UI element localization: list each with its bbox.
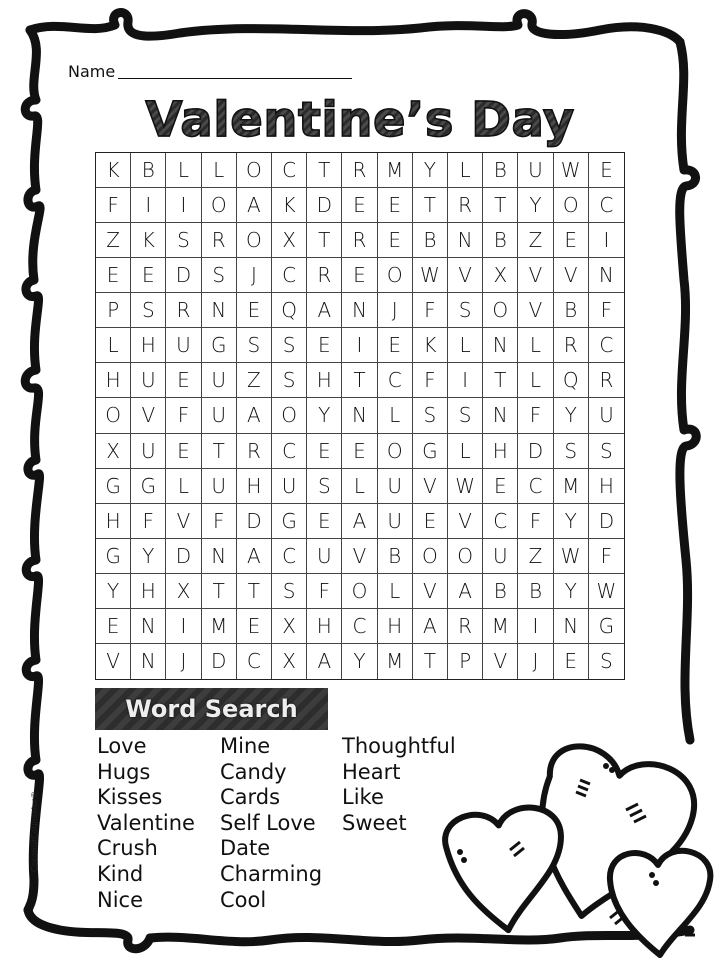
copyright-credit: CoconutCounselor© xyxy=(30,790,39,872)
grid-cell[interactable]: E xyxy=(307,434,342,469)
grid-cell[interactable]: Q xyxy=(272,293,307,328)
grid-cell[interactable]: W xyxy=(589,574,624,609)
grid-cell[interactable]: Y xyxy=(554,574,589,609)
grid-cell[interactable]: J xyxy=(378,293,413,328)
grid-cell[interactable]: R xyxy=(307,258,342,293)
grid-cell[interactable]: F xyxy=(202,504,237,539)
grid-cell[interactable]: B xyxy=(483,223,518,258)
grid-cell[interactable]: Q xyxy=(554,363,589,398)
grid-cell[interactable]: C xyxy=(272,258,307,293)
grid-cell[interactable]: D xyxy=(166,539,201,574)
word-list-column-1 xyxy=(97,734,195,913)
grid-cell[interactable]: U xyxy=(378,504,413,539)
grid-cell[interactable]: R xyxy=(166,293,201,328)
grid-cell[interactable]: B xyxy=(378,539,413,574)
grid-cell[interactable]: O xyxy=(448,539,483,574)
grid-cell[interactable]: F xyxy=(413,293,448,328)
grid-cell[interactable]: G xyxy=(96,469,131,504)
grid-cell[interactable]: U xyxy=(589,398,624,433)
word-list-item: Date xyxy=(220,836,271,861)
grid-cell[interactable]: F xyxy=(518,504,553,539)
grid-cell[interactable]: H xyxy=(378,609,413,644)
grid-cell[interactable]: X xyxy=(272,223,307,258)
word-list-item: Like xyxy=(342,785,384,810)
grid-cell[interactable]: S xyxy=(600,649,613,674)
grid-cell[interactable]: F xyxy=(518,398,553,433)
grid-cell[interactable]: X xyxy=(272,609,307,644)
grid-cell[interactable]: M xyxy=(378,644,413,679)
grid-cell[interactable]: D xyxy=(518,434,553,469)
grid-cell[interactable]: I xyxy=(518,609,553,644)
grid-cell[interactable]: F xyxy=(96,188,131,223)
grid-cell[interactable]: U xyxy=(272,469,307,504)
grid-cell[interactable]: N xyxy=(202,539,237,574)
grid-cell[interactable]: E xyxy=(131,258,166,293)
word-list-item: Crush xyxy=(97,836,158,861)
grid-cell[interactable]: N xyxy=(131,609,166,644)
grid-cell[interactable]: W xyxy=(413,258,448,293)
grid-cell[interactable]: Y xyxy=(96,574,131,609)
grid-cell[interactable]: Y xyxy=(518,188,553,223)
grid-cell[interactable]: M xyxy=(202,609,237,644)
word-list-item: Thoughtful xyxy=(342,734,456,758)
word-list-item: Mine xyxy=(220,734,271,758)
word-list-item: Candy xyxy=(220,759,287,784)
grid-cell[interactable]: A xyxy=(307,644,342,679)
grid-cell[interactable]: K xyxy=(413,328,448,363)
word-list-item: Nice xyxy=(97,887,144,912)
grid-cell[interactable]: A xyxy=(237,188,272,223)
grid-cell[interactable]: P xyxy=(448,644,483,679)
grid-cell[interactable]: O xyxy=(413,539,448,574)
grid-cell[interactable]: D xyxy=(166,258,201,293)
hearts-illustration xyxy=(430,740,720,960)
grid-cell[interactable]: L xyxy=(166,469,201,504)
grid-cell[interactable]: R xyxy=(237,434,272,469)
grid-cell[interactable]: H xyxy=(131,328,166,363)
grid-cell[interactable]: D xyxy=(202,644,237,679)
grid-cell[interactable]: F xyxy=(589,539,624,574)
grid-cell[interactable]: N xyxy=(589,258,624,293)
grid-cell[interactable]: O xyxy=(342,574,377,609)
grid-cell[interactable]: M xyxy=(554,469,589,504)
grid-cell[interactable]: L xyxy=(202,153,237,188)
grid-cell[interactable]: I xyxy=(166,609,201,644)
word-list-column-2 xyxy=(220,734,322,913)
grid-cell[interactable]: C xyxy=(342,609,377,644)
grid-cell[interactable]: S xyxy=(307,469,342,504)
page-title xyxy=(0,92,720,148)
grid-cell[interactable]: U xyxy=(202,398,237,433)
grid-cell[interactable]: H xyxy=(96,363,131,398)
grid-cell[interactable]: V xyxy=(342,539,377,574)
grid-cell[interactable]: L xyxy=(166,153,201,188)
grid-cell[interactable]: T xyxy=(342,363,377,398)
grid-cell[interactable]: C xyxy=(518,469,553,504)
grid-cell[interactable]: J xyxy=(518,644,553,679)
word-search-banner xyxy=(95,688,328,730)
grid-cell[interactable]: Y xyxy=(342,644,377,679)
grid-cell[interactable]: R xyxy=(448,188,483,223)
grid-cell[interactable]: V xyxy=(448,258,483,293)
grid-cell[interactable]: S xyxy=(554,434,589,469)
grid-cell[interactable]: S xyxy=(202,258,237,293)
grid-cell[interactable]: A xyxy=(307,293,342,328)
title-text: Valentine’s Day xyxy=(145,92,575,148)
grid-cell[interactable]: L xyxy=(448,328,483,363)
grid-cell[interactable]: Z xyxy=(237,363,272,398)
grid-cell[interactable]: B xyxy=(413,223,448,258)
grid-cell[interactable]: E xyxy=(166,363,201,398)
grid-cell[interactable]: I xyxy=(448,363,483,398)
word-list-item: Charming xyxy=(220,861,323,886)
grid-cell[interactable]: E xyxy=(237,609,272,644)
grid-cell[interactable]: L xyxy=(378,398,413,433)
grid-cell[interactable]: H xyxy=(131,574,166,609)
grid-cell[interactable]: G xyxy=(131,469,166,504)
grid-cell[interactable]: V xyxy=(413,469,448,504)
grid-cell[interactable]: A xyxy=(237,398,272,433)
grid-cell[interactable]: B xyxy=(131,153,166,188)
grid-cell[interactable]: F xyxy=(413,363,448,398)
grid-cell[interactable]: C xyxy=(237,644,272,679)
grid-cell[interactable]: L xyxy=(518,363,553,398)
grid-cell[interactable]: V xyxy=(413,574,448,609)
grid-cell[interactable]: S xyxy=(237,328,272,363)
grid-cell[interactable]: Z xyxy=(518,539,553,574)
grid-cell[interactable]: T xyxy=(413,188,448,223)
grid-cell[interactable]: X xyxy=(483,258,518,293)
grid-cell[interactable]: M xyxy=(378,153,413,188)
grid-cell[interactable]: S xyxy=(272,328,307,363)
grid-cell[interactable]: H xyxy=(307,609,342,644)
grid-cell[interactable]: E xyxy=(307,504,342,539)
grid-cell[interactable]: F xyxy=(589,293,624,328)
grid-cell[interactable]: H xyxy=(307,363,342,398)
grid-cell[interactable]: X xyxy=(96,434,131,469)
grid-cell[interactable]: J xyxy=(166,644,201,679)
grid-cell[interactable]: E xyxy=(554,644,589,679)
grid-cell[interactable]: S xyxy=(272,574,307,609)
grid-cell[interactable]: O xyxy=(272,398,307,433)
grid-cell[interactable]: L xyxy=(448,153,483,188)
grid-cell[interactable]: B xyxy=(483,574,518,609)
grid-cell[interactable]: R xyxy=(554,328,589,363)
grid-cell[interactable]: W xyxy=(554,539,589,574)
grid-cell[interactable]: I xyxy=(131,188,166,223)
grid-cell[interactable]: T xyxy=(202,434,237,469)
grid-cell[interactable]: R xyxy=(202,223,237,258)
grid-cell[interactable]: X xyxy=(272,644,307,679)
grid-cell[interactable]: D xyxy=(237,504,272,539)
grid-cell[interactable]: F xyxy=(166,398,201,433)
grid-cell[interactable]: V xyxy=(518,293,553,328)
grid-cell[interactable]: Y xyxy=(131,539,166,574)
grid-cell[interactable]: E xyxy=(96,609,131,644)
grid-cell[interactable]: B xyxy=(483,153,518,188)
grid-cell[interactable]: L xyxy=(448,434,483,469)
grid-cell[interactable]: T xyxy=(413,644,448,679)
grid-cell[interactable]: O xyxy=(237,153,272,188)
grid-cell[interactable]: S xyxy=(448,293,483,328)
grid-cell[interactable]: U xyxy=(131,363,166,398)
word-list-item: Valentine xyxy=(97,810,195,835)
grid-cell[interactable]: A xyxy=(237,539,272,574)
grid-cell[interactable]: F xyxy=(307,574,342,609)
grid-cell[interactable]: J xyxy=(237,258,272,293)
grid-cell[interactable]: V xyxy=(131,398,166,433)
grid-cell[interactable]: I xyxy=(589,223,624,258)
grid-cell[interactable]: S xyxy=(166,223,201,258)
grid-cell[interactable]: U xyxy=(131,434,166,469)
grid-cell[interactable]: O xyxy=(237,223,272,258)
grid-cell[interactable]: T xyxy=(307,223,342,258)
word-list-item: Heart xyxy=(342,759,401,784)
grid-cell[interactable]: C xyxy=(272,434,307,469)
grid-cell[interactable]: E xyxy=(342,434,377,469)
grid-cell[interactable]: N xyxy=(131,644,166,679)
grid-cell[interactable]: U xyxy=(307,539,342,574)
grid-cell[interactable]: H xyxy=(237,469,272,504)
grid-cell[interactable]: B xyxy=(518,574,553,609)
grid-cell[interactable]: K xyxy=(272,188,307,223)
banner-label: Word Search xyxy=(125,695,298,723)
grid-cell[interactable]: S xyxy=(448,398,483,433)
grid-cell[interactable]: E xyxy=(166,434,201,469)
grid-cell[interactable]: N xyxy=(202,293,237,328)
grid-cell[interactable]: T xyxy=(483,363,518,398)
grid-cell[interactable]: E xyxy=(554,223,589,258)
grid-cell[interactable]: W xyxy=(448,469,483,504)
grid-cell[interactable]: Y xyxy=(307,398,342,433)
grid-cell[interactable]: R xyxy=(342,153,377,188)
grid-cell[interactable]: D xyxy=(589,504,624,539)
grid-cell[interactable]: I xyxy=(166,188,201,223)
grid-cell[interactable]: U xyxy=(202,363,237,398)
grid-cell[interactable]: G xyxy=(413,434,448,469)
grid-cell[interactable]: G xyxy=(96,539,131,574)
grid-cell[interactable]: G xyxy=(202,328,237,363)
grid-cell[interactable]: O xyxy=(378,434,413,469)
grid-cell[interactable]: E xyxy=(378,223,413,258)
grid-cell[interactable]: U xyxy=(378,469,413,504)
grid-cell[interactable]: P xyxy=(96,293,131,328)
word-list-item: Love xyxy=(97,734,147,758)
grid-cell[interactable]: Z xyxy=(518,223,553,258)
grid-cell[interactable]: C xyxy=(272,539,307,574)
grid-cell[interactable]: U xyxy=(483,539,518,574)
grid-cell[interactable]: V xyxy=(448,504,483,539)
grid-cell[interactable]: R xyxy=(589,363,624,398)
grid-cell[interactable]: O xyxy=(202,188,237,223)
grid-cell[interactable]: U xyxy=(518,153,553,188)
grid-cell[interactable]: E xyxy=(413,504,448,539)
grid-cell[interactable]: H xyxy=(483,434,518,469)
grid-cell[interactable]: A xyxy=(342,504,377,539)
grid-cell[interactable]: U xyxy=(166,328,201,363)
grid-cell[interactable]: L xyxy=(518,328,553,363)
grid-cell[interactable]: E xyxy=(483,469,518,504)
word-list-item: Sweet xyxy=(342,810,407,835)
grid-cell[interactable]: T xyxy=(237,574,272,609)
word-list-item: Cool xyxy=(220,887,267,912)
grid-cell[interactable]: I xyxy=(342,328,377,363)
name-field-line[interactable] xyxy=(118,78,352,79)
grid-cell[interactable]: E xyxy=(378,328,413,363)
word-list-item: Self Love xyxy=(220,810,316,835)
grid-cell[interactable]: O xyxy=(554,188,589,223)
grid-cell[interactable]: S xyxy=(413,398,448,433)
grid-cell[interactable]: R xyxy=(448,609,483,644)
grid-cell[interactable]: Y xyxy=(554,398,589,433)
grid-cell[interactable]: A xyxy=(413,609,448,644)
grid-cell[interactable]: N xyxy=(342,398,377,433)
grid-cell[interactable]: O xyxy=(378,258,413,293)
grid-cell[interactable]: H xyxy=(589,469,624,504)
grid-cell[interactable]: T xyxy=(483,188,518,223)
grid-cell[interactable]: E xyxy=(237,293,272,328)
grid-cell[interactable]: R xyxy=(342,223,377,258)
grid-cell[interactable]: C xyxy=(483,504,518,539)
grid-cell[interactable]: G xyxy=(589,609,624,644)
grid-cell[interactable]: A xyxy=(448,574,483,609)
grid-cell[interactable]: V xyxy=(96,644,131,679)
grid-cell[interactable]: G xyxy=(272,504,307,539)
grid-cell[interactable]: C xyxy=(378,363,413,398)
grid-cell[interactable]: Z xyxy=(96,223,131,258)
word-list-item: Kisses xyxy=(97,785,163,810)
grid-cell[interactable]: L xyxy=(96,328,131,363)
grid-cell[interactable]: N xyxy=(483,328,518,363)
grid-cell[interactable]: B xyxy=(554,293,589,328)
grid-cell[interactable]: Y xyxy=(554,504,589,539)
grid-cell[interactable]: T xyxy=(307,153,342,188)
grid-cell[interactable]: O xyxy=(96,398,131,433)
grid-cell[interactable]: D xyxy=(307,188,342,223)
grid-cell[interactable]: S xyxy=(272,363,307,398)
grid-cell[interactable]: O xyxy=(483,293,518,328)
grid-cell[interactable]: E xyxy=(378,188,413,223)
grid-cell[interactable]: E xyxy=(307,328,342,363)
grid-cell[interactable]: V xyxy=(518,258,553,293)
word-list-item: Hugs xyxy=(97,759,151,784)
grid-cell[interactable]: K xyxy=(96,153,131,188)
grid-cell[interactable]: K xyxy=(131,223,166,258)
grid-cell[interactable]: X xyxy=(166,574,201,609)
grid-cell[interactable]: L xyxy=(342,469,377,504)
grid-cell[interactable]: H xyxy=(96,504,131,539)
grid-cell[interactable]: V xyxy=(554,258,589,293)
grid-cell[interactable]: E xyxy=(342,188,377,223)
grid-cell[interactable]: E xyxy=(589,153,624,188)
grid-cell[interactable]: N xyxy=(554,609,589,644)
grid-cell[interactable]: N xyxy=(448,223,483,258)
grid-cell[interactable]: V xyxy=(166,504,201,539)
grid-cell[interactable]: W xyxy=(554,153,589,188)
grid-cell[interactable]: C xyxy=(589,328,624,363)
grid-cell[interactable]: F xyxy=(131,504,166,539)
grid-cell[interactable]: E xyxy=(342,258,377,293)
name-label: Name xyxy=(68,62,116,81)
grid-cell[interactable]: E xyxy=(96,258,131,293)
grid-cell[interactable]: U xyxy=(202,469,237,504)
word-search-grid xyxy=(95,152,625,680)
grid-cell[interactable]: V xyxy=(483,644,518,679)
grid-cell[interactable]: T xyxy=(202,574,237,609)
grid-cell[interactable]: C xyxy=(272,153,307,188)
grid-cell[interactable]: S xyxy=(589,434,624,469)
grid-cell[interactable]: M xyxy=(483,609,518,644)
grid-cell[interactable]: C xyxy=(589,188,624,223)
grid-cell[interactable]: N xyxy=(342,293,377,328)
grid-cell[interactable]: Y xyxy=(413,153,448,188)
grid-cell[interactable]: L xyxy=(378,574,413,609)
word-list-item: Kind xyxy=(97,861,144,886)
word-list-item: Cards xyxy=(220,785,281,810)
grid-cell[interactable]: N xyxy=(483,398,518,433)
grid-cell[interactable]: S xyxy=(131,293,166,328)
